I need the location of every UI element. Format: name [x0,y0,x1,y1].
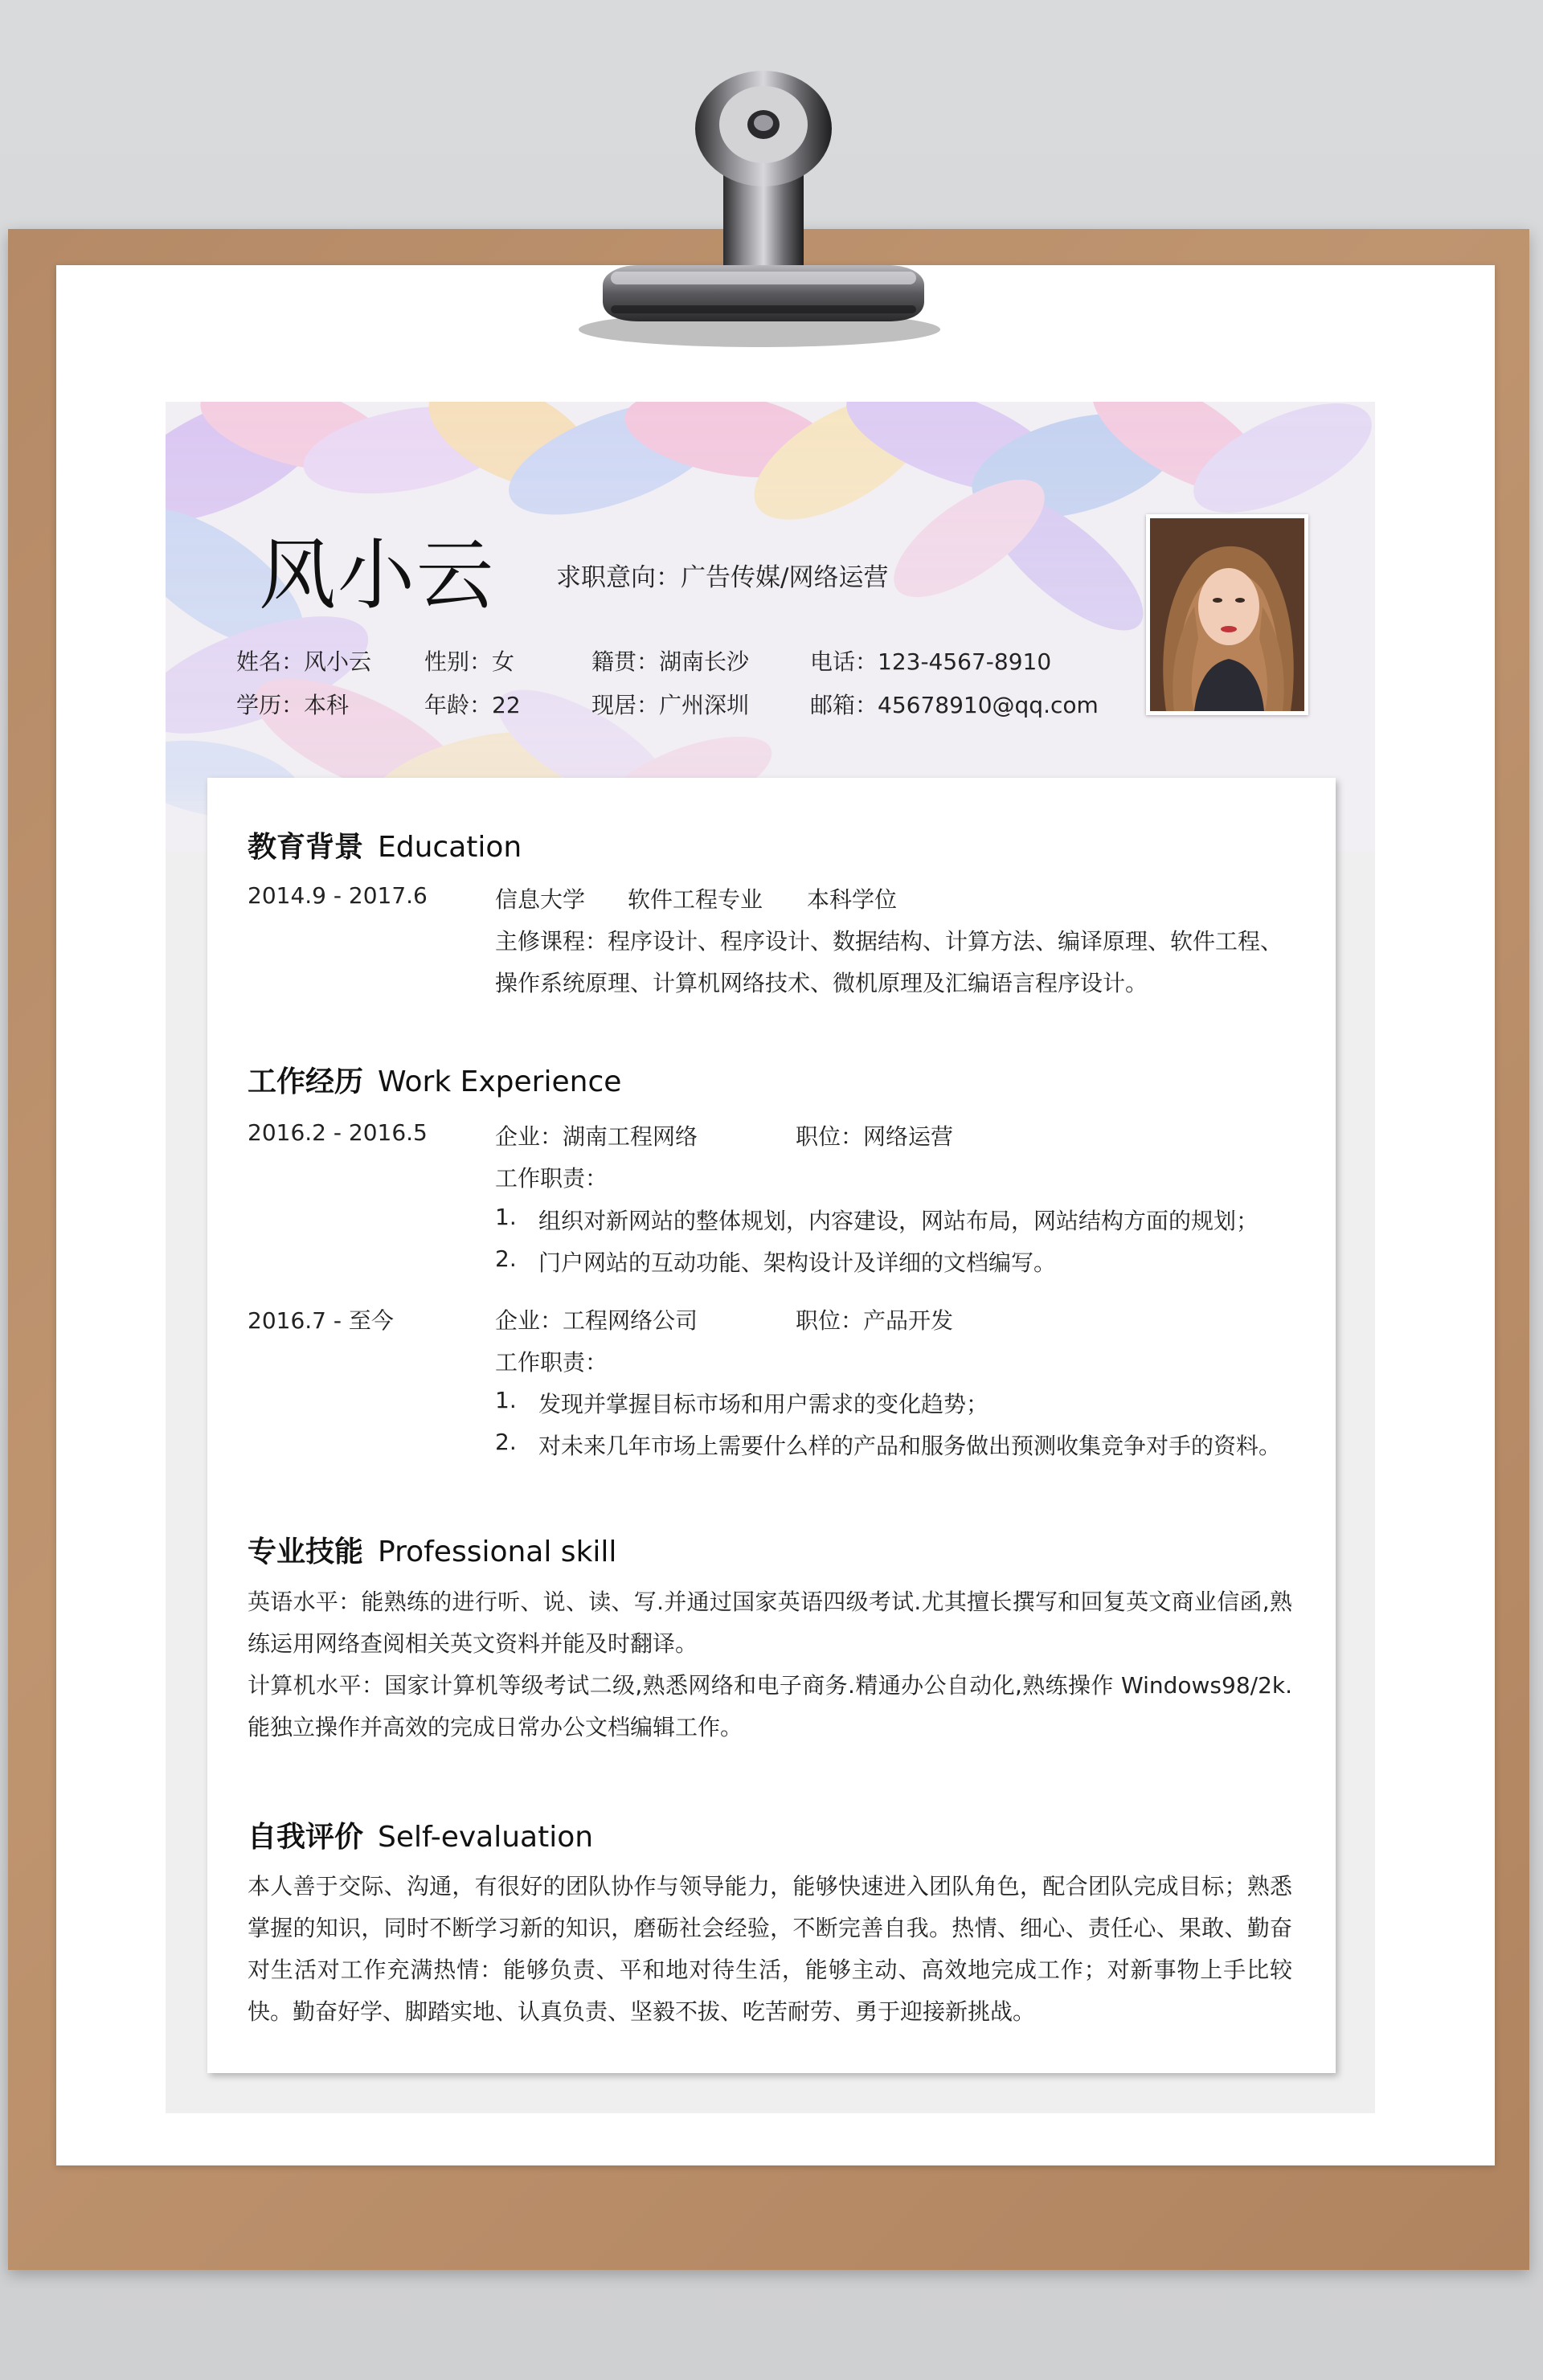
job-period: 2016.2 - 2016.5 [248,1119,428,1146]
education-school: 信息大学 [495,886,586,913]
section-title-skills [248,1529,616,1570]
list-number: 2. [495,1245,517,1272]
info-phone: 电话：123-4567-8910 [810,648,1052,675]
self-eval-text: 本人善于交际、沟通，有很好的团队协作与领导能力，能够快速进入团队角色，配合团队完成目标；熟悉掌握的知识，同时不断学习新的知识，磨砺社会经验，不断完善自我。热情、细心、责任心、果敢、勤奋对生活对工作充满热情：能够负责、平和地对待生活，能够主动、高效地完成工作；对新事物上手比较快。勤奋好学、脚踏实地、认真负责、坚毅不拔、吃苦耐劳、勇于迎接新挑战。 [248,1873,1292,2025]
info-gender: 性别：女 [424,648,515,675]
section-title-en: Education [378,831,522,864]
job-duty: 组织对新网站的整体规划，内容建设，网站布局，网站结构方面的规划； [538,1208,1259,1234]
job-duty: 发现并掌握目标市场和用户需求的变化趋势； [538,1391,989,1417]
section-title-cn: 专业技能 [248,1536,364,1568]
personal-info [236,644,1120,731]
candidate-name: 风小云 [259,530,495,620]
skill-english: 英语水平：能熟练的进行听、说、读、写.并通过国家英语四级考试.尤其擅长撰写和回复英文商业信函,熟练运用网络查阅相关英文资料并能及时翻译。 [248,1589,1292,1657]
list-number: 1. [495,1204,517,1230]
section-title-en: Professional skill [378,1536,617,1568]
section-title-work [248,1059,621,1100]
education-courses: 主修课程：程序设计、程序设计、数据结构、计算方法、编译原理、软件工程、 [495,928,1283,955]
job-position: 职位：产品开发 [796,1307,954,1334]
job-period: 2016.7 - 至今 [248,1307,394,1334]
education-period: 2014.9 - 2017.6 [248,882,428,909]
section-title-cn: 工作经历 [248,1065,364,1098]
info-age: 年龄：22 [424,692,521,718]
job-intent: 求职意向：广告传媒/网络运营 [556,563,889,592]
info-education: 学历：本科 [236,692,350,718]
section-title-education [248,824,522,865]
info-residence: 现居：广州深圳 [591,692,750,718]
profile-photo [1146,514,1308,715]
job-duty: 门户网站的互动功能、架构设计及详细的文档编写。 [538,1249,1057,1276]
list-number: 2. [495,1429,517,1455]
education-courses: 操作系统原理、计算机网络技术、微机原理及汇编语言程序设计。 [495,970,1148,996]
section-title-en: Work Experience [378,1065,622,1098]
info-row [236,688,1120,731]
job-position: 职位：网络运营 [796,1123,954,1150]
job-duty: 对未来几年市场上需要什么样的产品和服务做出预测收集竞争对手的资料。 [538,1433,1282,1459]
job-company: 企业：工程网络公司 [495,1307,698,1334]
info-row [236,644,1120,688]
education-degree: 本科学位 [807,886,898,913]
education-major: 软件工程专业 [628,886,763,913]
section-title-cn: 自我评价 [248,1821,364,1854]
skill-computer: 计算机水平：国家计算机等级考试二级,熟悉网络和电子商务.精通办公自动化,熟练操作 Windows98/2k.能独立操作并高效的完成日常办公文档编辑工作。 [248,1672,1292,1740]
section-title-cn: 教育背景 [248,831,364,864]
job-duty-label: 工作职责： [495,1349,608,1376]
content-card [207,778,1336,2073]
section-title-en: Self-evaluation [378,1821,594,1854]
list-number: 1. [495,1387,517,1413]
info-email: 邮箱：45678910@qq.com [810,692,1099,718]
job-company: 企业：湖南工程网络 [495,1123,698,1150]
info-hometown: 籍贯：湖南长沙 [591,648,750,675]
binder-clip [571,44,956,358]
section-title-self-eval [248,1814,593,1855]
job-duty-label: 工作职责： [495,1165,608,1192]
resume-page [166,402,1375,2113]
info-name: 姓名：风小云 [236,648,372,675]
